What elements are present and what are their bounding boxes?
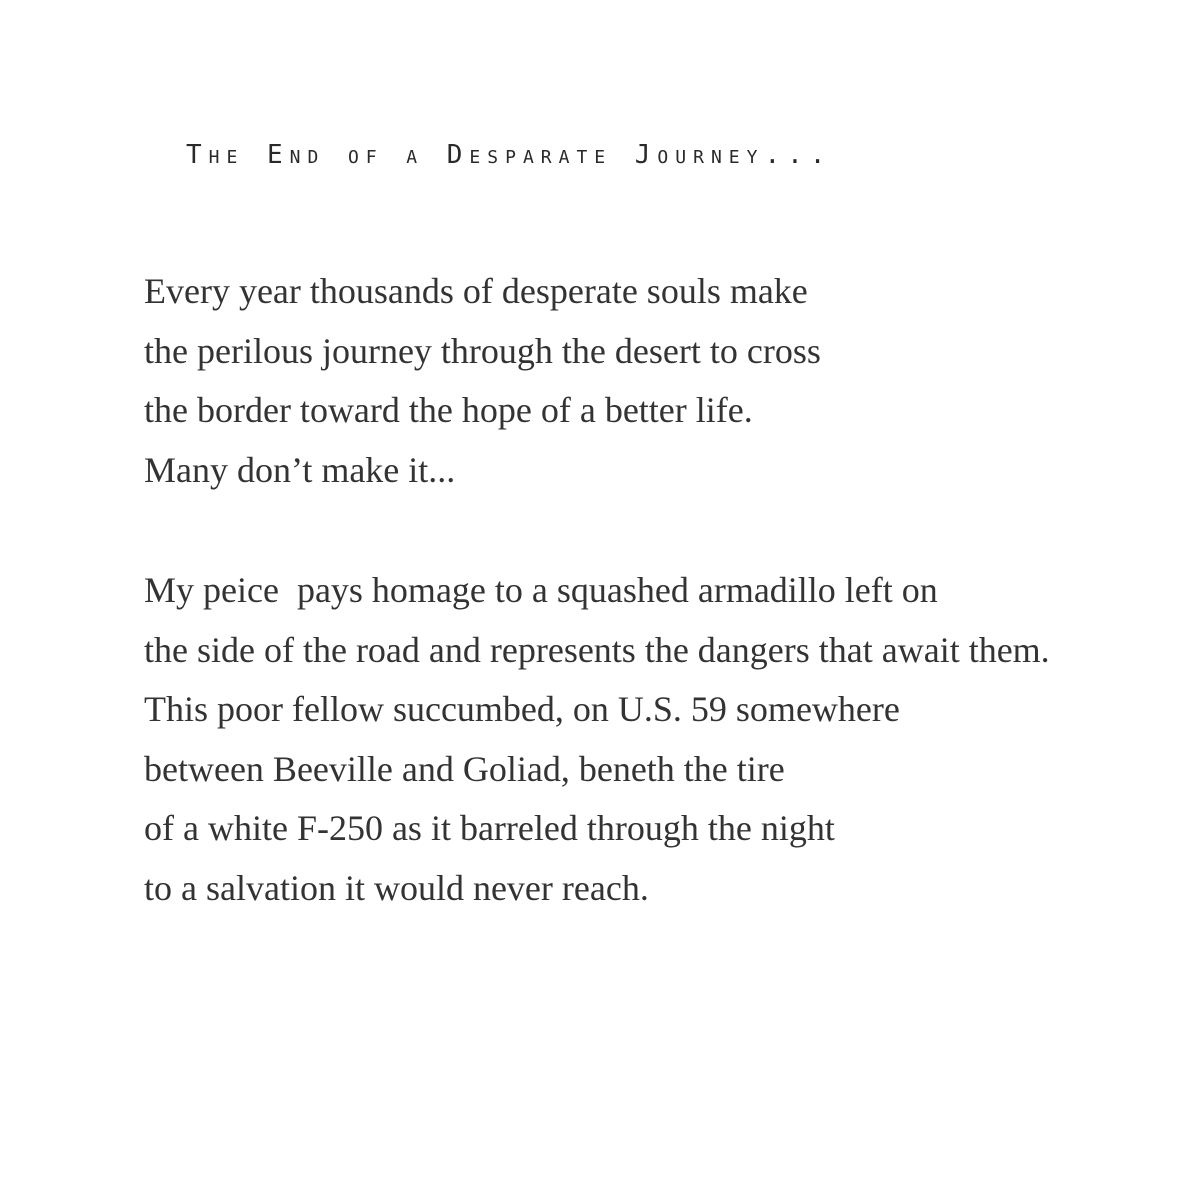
text-line: My peice pays homage to a squashed armadillo left on — [144, 570, 938, 610]
text-line: between Beeville and Goliad, beneth the tire — [144, 748, 785, 789]
text-line: the side of the road and represents the dangers that await them. — [144, 629, 1050, 670]
text-line: the border toward the hope of a better life. — [144, 390, 753, 430]
text-line: Many don’t make it... — [144, 449, 456, 490]
text-line: This poor fellow succumbed, on U.S. 59 somewhere — [144, 689, 900, 729]
text-line: Every year thousands of desperate souls make — [144, 271, 808, 311]
paragraph-artist-statement — [144, 561, 1050, 918]
text-line: to a salvation it would never reach. — [144, 867, 649, 908]
text-line: of a white F-250 as it barreled through the night — [144, 808, 835, 848]
paragraph-intro — [144, 262, 821, 500]
text-line: the perilous journey through the desert to cross — [144, 330, 821, 371]
document-title: The End of a Desparate Journey... — [186, 140, 833, 170]
